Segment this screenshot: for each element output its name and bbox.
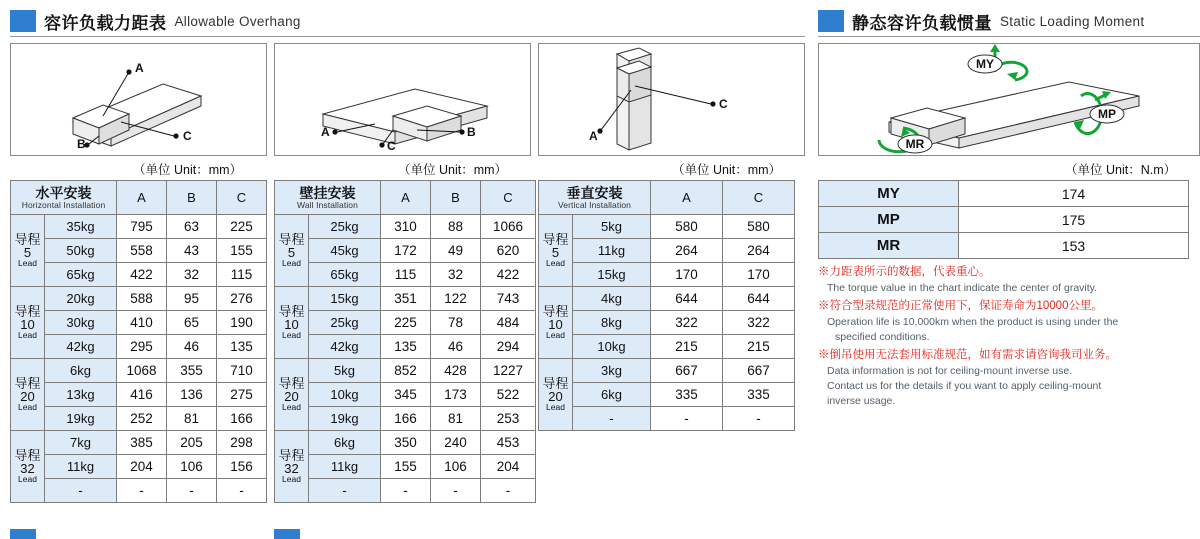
weight-cell: 10kg [309,383,381,407]
table-header-title: 水平安装 Horizontal Installation [11,181,117,215]
weight-cell: 65kg [309,263,381,287]
weight-cell: 35kg [45,215,117,239]
value-cell: 63 [167,215,217,239]
moment-label: MR [819,233,959,259]
svg-text:A: A [589,129,598,143]
section-header-allowable-overhang [10,8,301,34]
table-row [11,215,267,239]
value-cell: 422 [117,263,167,287]
weight-cell: 15kg [573,263,651,287]
value-cell: 295 [117,335,167,359]
value-cell: 155 [381,455,431,479]
col-header-a: A [651,181,723,215]
lead-group-label: 导程 10 Lead [11,287,45,359]
value-cell: 335 [651,383,723,407]
col-header-a: A [381,181,431,215]
table-row [275,287,536,311]
value-cell: 32 [167,263,217,287]
lead-group-label: 导程 32 Lead [11,431,45,503]
col-header-a: A [117,181,167,215]
svg-text:MY: MY [976,57,994,71]
table-row [11,431,267,455]
value-cell: 453 [481,431,536,455]
weight-cell: - [45,479,117,503]
weight-cell: 19kg [309,407,381,431]
header-rule-right [818,36,1200,37]
weight-cell: 8kg [573,311,651,335]
table-row [275,311,536,335]
table-row [819,181,1189,207]
value-cell: 49 [431,239,481,263]
value-cell: 106 [167,455,217,479]
table-row [11,239,267,263]
table-row [539,311,795,335]
value-cell: 81 [431,407,481,431]
moment-label: MP [819,207,959,233]
weight-cell: 11kg [573,239,651,263]
value-cell: 795 [117,215,167,239]
value-cell: 88 [431,215,481,239]
value-cell: 264 [651,239,723,263]
weight-cell: 50kg [45,239,117,263]
unit-label-mm-wall: （单位 Unit：mm） [398,163,508,177]
weight-cell: 30kg [45,311,117,335]
section-title-en: Static Loading Moment [1000,13,1145,29]
value-cell: 225 [217,215,267,239]
value-cell: 667 [651,359,723,383]
value-cell: 416 [117,383,167,407]
svg-text:B: B [467,125,476,139]
table-row [11,455,267,479]
weight-cell: 6kg [45,359,117,383]
col-header-b: B [431,181,481,215]
header-rule-left [10,36,805,37]
weight-cell: 4kg [573,287,651,311]
value-cell: 322 [651,311,723,335]
value-cell: 644 [651,287,723,311]
moment-value: 174 [959,181,1189,207]
section-title-cn: 容许负载力距表 [44,13,167,33]
weight-cell: 7kg [45,431,117,455]
value-cell: 252 [117,407,167,431]
accent-bar-icon [818,10,844,32]
table-header-title: 壁挂安装 Wall Installation [275,181,381,215]
value-cell: 135 [217,335,267,359]
weight-cell: 25kg [309,215,381,239]
table-row [11,479,267,503]
table-row [539,407,795,431]
value-cell: 65 [167,311,217,335]
svg-text:C: C [387,139,396,153]
value-cell: 351 [381,287,431,311]
table-row [539,359,795,383]
value-cell: 32 [431,263,481,287]
table-row [11,311,267,335]
table-row [11,359,267,383]
table-row [275,479,536,503]
table-horizontal-installation [10,180,267,503]
accent-bar-icon-bottom-right [274,529,300,539]
table-row [275,239,536,263]
value-cell: 350 [381,431,431,455]
notes-block [818,264,1200,409]
value-cell: 275 [217,383,267,407]
value-cell: 355 [167,359,217,383]
section-title-cn: 静态容许负载惯量 [852,13,992,33]
lead-group-label: 导程 5 Lead [539,215,573,287]
note-2-en-line-2: specified conditions. [835,330,930,343]
value-cell: 667 [723,359,795,383]
table-header-row [11,181,267,215]
table-row [275,215,536,239]
svg-text:MR: MR [905,137,925,151]
table-row [11,383,267,407]
lead-group-label: 导程 20 Lead [539,359,573,431]
value-cell: 240 [431,431,481,455]
weight-cell: - [309,479,381,503]
table-row [275,383,536,407]
value-cell: 310 [381,215,431,239]
svg-text:C: C [719,97,728,111]
note-3-en-line-3: inverse usage. [827,395,896,408]
moment-value: 175 [959,207,1189,233]
table-row [275,263,536,287]
table-row [819,233,1189,259]
value-cell: 1066 [481,215,536,239]
note-3-en-line-1: Data information is not for ceiling-mount inverse use. [827,364,1073,377]
value-cell: - [481,479,536,503]
table-row [539,287,795,311]
lead-group-label: 导程 20 Lead [275,359,309,431]
value-cell: 298 [217,431,267,455]
value-cell: 172 [381,239,431,263]
table-row [11,335,267,359]
note-3-en-line-2: Contact us for the details if you want to apply ceiling-mount [827,379,1102,392]
table-row [539,335,795,359]
table-row [275,455,536,479]
svg-text:MP: MP [1098,107,1116,121]
value-cell: 335 [723,383,795,407]
value-cell: 205 [167,431,217,455]
figure-wall-installation [274,43,531,156]
table-vertical-installation [538,180,795,431]
value-cell: - [381,479,431,503]
weight-cell: 19kg [45,407,117,431]
weight-cell: 6kg [573,383,651,407]
accent-bar-icon-bottom-left [10,529,36,539]
value-cell: 294 [481,335,536,359]
figure-static-moment [818,43,1200,156]
section-header-static-loading-moment [818,8,1144,34]
svg-text:B: B [77,137,86,151]
value-cell: 322 [723,311,795,335]
value-cell: 81 [167,407,217,431]
value-cell: 522 [481,383,536,407]
value-cell: - [217,479,267,503]
note-3-cn: ※倒吊使用无法套用标准规范，如有需求请咨询我司业务。 [818,349,1117,361]
value-cell: 422 [481,263,536,287]
value-cell: 580 [723,215,795,239]
horizontal-actuator-drawing [11,44,266,155]
value-cell: - [723,407,795,431]
value-cell: 78 [431,311,481,335]
value-cell: 644 [723,287,795,311]
value-cell: 428 [431,359,481,383]
table-row [275,407,536,431]
value-cell: 170 [723,263,795,287]
weight-cell: 15kg [309,287,381,311]
figure-horizontal-installation [10,43,267,156]
svg-text:C: C [183,129,192,143]
value-cell: 122 [431,287,481,311]
weight-cell: 42kg [45,335,117,359]
value-cell: 156 [217,455,267,479]
value-cell: 410 [117,311,167,335]
moment-drawing [819,44,1199,155]
value-cell: 484 [481,311,536,335]
moment-label: MY [819,181,959,207]
svg-text:A: A [321,125,330,139]
value-cell: 155 [217,239,267,263]
weight-cell: 42kg [309,335,381,359]
value-cell: 385 [117,431,167,455]
col-header-c: C [481,181,536,215]
value-cell: 620 [481,239,536,263]
value-cell: 710 [217,359,267,383]
lead-group-label: 导程 20 Lead [11,359,45,431]
value-cell: 173 [431,383,481,407]
value-cell: 204 [481,455,536,479]
unit-label-mm-vertical: （单位 Unit：mm） [672,163,782,177]
value-cell: 276 [217,287,267,311]
lead-group-label: 导程 32 Lead [275,431,309,503]
weight-cell: 11kg [45,455,117,479]
value-cell: 166 [217,407,267,431]
note-1-cn: ※力距表所示的数据，代表重心。 [818,266,991,278]
value-cell: 166 [381,407,431,431]
table-header-row [275,181,536,215]
table-row [275,359,536,383]
value-cell: 225 [381,311,431,335]
figure-vertical-installation [538,43,805,156]
svg-text:A: A [135,61,144,75]
value-cell: - [651,407,723,431]
table-static-loading-moment [818,180,1189,259]
wall-actuator-drawing [275,44,530,155]
value-cell: 115 [217,263,267,287]
weight-cell: 13kg [45,383,117,407]
value-cell: 580 [651,215,723,239]
table-row [539,239,795,263]
value-cell: 215 [651,335,723,359]
table-wall-installation [274,180,536,503]
table-row [11,407,267,431]
vertical-actuator-drawing [539,44,804,155]
table-row [275,335,536,359]
weight-cell: - [573,407,651,431]
weight-cell: 3kg [573,359,651,383]
lead-group-label: 导程 5 Lead [11,215,45,287]
table-row [539,383,795,407]
note-1-en-line-1: The torque value in the chart indicate the center of gravity. [827,281,1098,294]
unit-label-nm: （单位 Unit：N.m） [1065,163,1177,177]
col-header-c: C [217,181,267,215]
weight-cell: 45kg [309,239,381,263]
table-row [539,263,795,287]
lead-group-label: 导程 5 Lead [275,215,309,287]
weight-cell: 11kg [309,455,381,479]
value-cell: 170 [651,263,723,287]
value-cell: 136 [167,383,217,407]
lead-group-label: 导程 10 Lead [275,287,309,359]
value-cell: 558 [117,239,167,263]
value-cell: 135 [381,335,431,359]
value-cell: 264 [723,239,795,263]
section-title-en: Allowable Overhang [174,13,301,29]
value-cell: 345 [381,383,431,407]
value-cell: 215 [723,335,795,359]
value-cell: 190 [217,311,267,335]
weight-cell: 65kg [45,263,117,287]
weight-cell: 5kg [573,215,651,239]
table-row [539,215,795,239]
note-2-cn: ※符合型录规范的正常使用下，保证寿命为10000公里。 [818,299,1103,312]
value-cell: - [167,479,217,503]
value-cell: 43 [167,239,217,263]
value-cell: 852 [381,359,431,383]
weight-cell: 5kg [309,359,381,383]
table-row [11,263,267,287]
col-header-b: B [167,181,217,215]
value-cell: 743 [481,287,536,311]
weight-cell: 10kg [573,335,651,359]
value-cell: 106 [431,455,481,479]
table-header-title: 垂直安装 Vertical Installation [539,181,651,215]
value-cell: 46 [167,335,217,359]
value-cell: 46 [431,335,481,359]
value-cell: 253 [481,407,536,431]
value-cell: 588 [117,287,167,311]
value-cell: 95 [167,287,217,311]
weight-cell: 6kg [309,431,381,455]
value-cell: - [431,479,481,503]
weight-cell: 25kg [309,311,381,335]
note-2-en-line-1: Operation life is 10,000km when the product is using under the [827,315,1119,328]
table-row [819,207,1189,233]
table-row [11,287,267,311]
col-header-c: C [723,181,795,215]
table-row [275,431,536,455]
accent-bar-icon [10,10,36,32]
table-header-row [539,181,795,215]
unit-label-mm-horizontal: （单位 Unit：mm） [133,163,243,177]
value-cell: 1227 [481,359,536,383]
value-cell: 1068 [117,359,167,383]
moment-value: 153 [959,233,1189,259]
weight-cell: 20kg [45,287,117,311]
value-cell: 115 [381,263,431,287]
value-cell: 204 [117,455,167,479]
value-cell: - [117,479,167,503]
lead-group-label: 导程 10 Lead [539,287,573,359]
